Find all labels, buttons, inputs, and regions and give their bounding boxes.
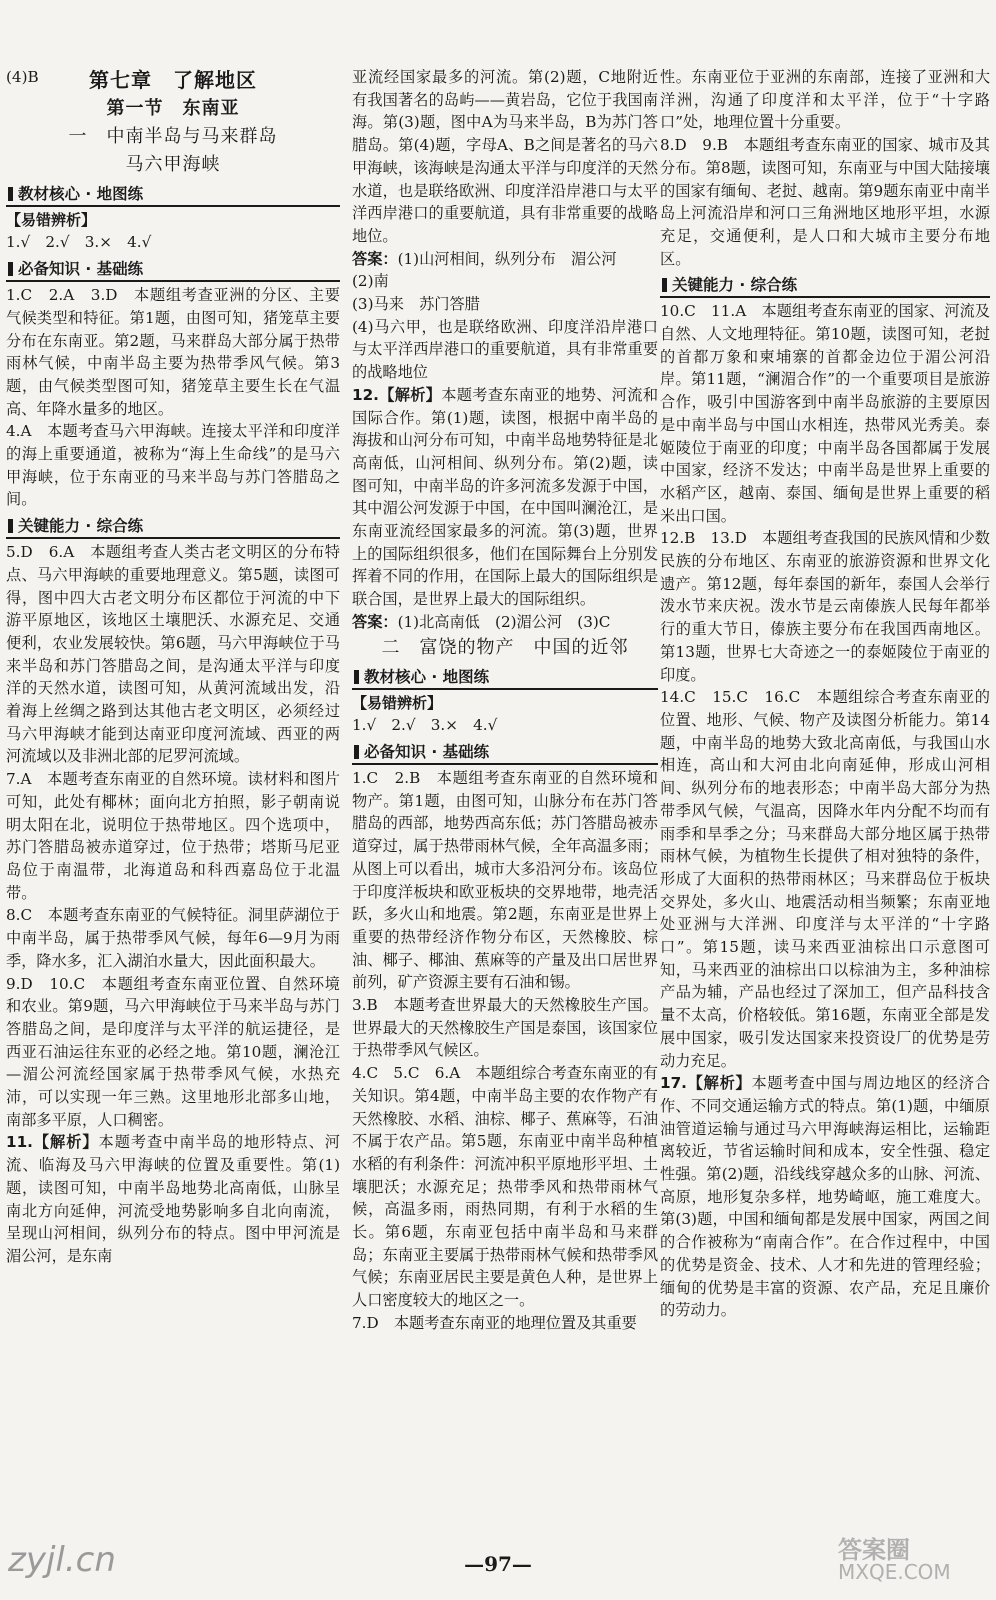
answer-paragraph: 性。东南亚位于亚洲的东南部，连接了亚洲和大洋洲，沟通了印度洋和太平洋，位于“十字路口”处，地理位置十分重要。 [660, 68, 990, 132]
answer-paragraph: 3.B 本题考查世界最大的天然橡胶生产国。世界最大的天然橡胶生产国是泰国，该国家位于热带季风气候区。 [352, 996, 658, 1060]
subsection-title-2: 马六甲海峡 [125, 153, 221, 175]
analysis-tag: 11.【解析】 [6, 1133, 99, 1152]
answer-line: (3)马来 苏门答腊 [352, 295, 480, 314]
middle-column [352, 66, 658, 1335]
answer-paragraph [6, 1131, 340, 1267]
analysis-text: 本题考查中南半岛的地形特点、河流、临海及马六甲海峡的位置及重要性。第(1)题，读图可知，中南半岛地势北高南低，山脉呈南北方向延伸，河流受地势影响多自北向南流，呈现山河相间，纵列分布的特点。图中甲河流是湄公河，是东南 [6, 1133, 340, 1265]
chapter-title: 第七章 了解地区 [89, 67, 257, 92]
answer-line: (2)南 [352, 272, 389, 291]
answer-paragraph: 亚流经国家最多的河流。第(2)题，C地附近有我国著名的岛屿——黄岩岛，它位于我国南海。第(3)题，图中A为马来半岛，B为苏门答腊岛。第(4)题，字母A、B之间是著名的马六甲海峡，该海峡是沟通太平洋与印度洋的天然水道，也是联络欧洲、印度洋沿岸港口与太平洋西岸港口的重要航道，具有非常重要的战略地位。 [352, 68, 658, 245]
answer-paragraph [352, 384, 658, 611]
answer-value: (1)山河相间，纵列分布 湄公河 [397, 249, 617, 268]
answer-paragraph: 7.A 本题考查东南亚的自然环境。读材料和图片可知，此处有椰林；面向北方拍照，影子朝南说明太阳在北，说明位于热带地区。四个选项中，苏门答腊岛被赤道穿过，位于热带；塔斯马尼亚岛位于南温带，北海道岛和科西嘉岛位于北温带。 [6, 770, 340, 902]
analysis-tag: 12.【解析】 [352, 385, 442, 404]
error-analysis-tag: 【易错辨析】 [6, 210, 97, 229]
answer-paragraph: 4.C 5.C 6.A 本题组综合考查东南亚的有关知识。第4题，中南半岛主要的农作物产有天然橡胶、水稻、油棕、椰子、蕉麻等，石油不属于农产品。第5题，东南亚中南半岛种植水稻的有利条件：河流冲积平原地形平坦、土壤肥沃；水源充足；热带季风和热带雨林气候，高温多雨，雨热同期，有利于水稻的生长。第6题，东南亚包括中南半岛和马来群岛；东南亚主要属于热带雨林气候和热带季风气候；东南亚居民主要是黄色人种，是世界上人口密度较大的地区之一。 [352, 1064, 658, 1310]
answer-line: (4)马六甲，也是联络欧洲、印度洋沿岸港口与太平洋西岸港口的重要航道，具有非常重要的战略地位 [352, 317, 658, 382]
answer-label: 答案： [352, 612, 398, 631]
watermark-left: zyjl.cn [8, 1540, 116, 1580]
answer-paragraph: 8.D 9.B 本题组考查东南亚的国家、城市及其分布。第8题，读图可知，东南亚与中国大陆接壤的国家有缅甸、老挝、越南。第9题东南亚中南半岛上河流沿岸和河口三角洲地区地形平坦，水源充足，交通便利，是人口和大城市主要分布地区。 [660, 136, 990, 268]
section-bar-basic: 必备知识 · 基础练 [352, 741, 658, 765]
right-column [660, 66, 990, 1322]
answer-paragraph: 14.C 15.C 16.C 本题组综合考查东南亚的位置、地形、气候、物产及读图分析能力。第14题，中南半岛的地势大致北高南低，与我国山水相连，高山和大河由北向南延伸，形成山河相间、纵列分布的地表形态；中南半岛大部分为热带季风气候，气温高，因降水年内分配不均而有雨季和旱季之分；马来群岛大部分地区属于热带雨林气候，为植物生长提供了相对独特的条件，形成了大面积的热带雨林区；马来群岛位于板块交界处，多火山、地震活动相当频繁；东南亚地处亚洲与大洋洲、印度洋与太平洋的“十字路口”。第15题，读马来西亚油棕出口示意图可知，马来西亚的油棕出口以棕油为主，多种油棕产品为辅，产品也经过了深加工，但产品科技含量不太高，价格较低。第16题，东南亚全部是发展中国家，吸引发达国家来投资设厂的优势是劳动力充足。 [660, 688, 990, 1070]
answer-paragraph: 5.D 6.A 本题组考查人类古老文明区的分布特点、马六甲海峡的重要地理意义。第5题，读图可得，图中四大古老文明分布区都位于河流的中下游平原地区，该地区土壤肥沃、水源充足、交通便利，农业发展较快。第6题，马六甲海峡位于马来半岛和苏门答腊岛之间，是沟通太平洋与印度洋的天然水道，读图可知，从黄河流域出发，沿着海上丝绸之路到达其他古老文明区，必须经过马六甲海峡才能到达南亚印度河流域、西亚的两河流域以及非洲北部的尼罗河流域。 [6, 543, 340, 766]
answer-paragraph: 9.D 10.C 本题组考查东南亚位置、自然环境和农业。第9题，马六甲海峡位于马来半岛与苏门答腊岛之间，是印度洋与太平洋的航运捷径，是西亚石油运往东亚的必经之地。第10题，澜沧江—湄公河流经国家属于热带季风气候，水热充沛，可以实现一年三熟。这里地形北部多山地，南部多平原，人口稠密。 [6, 974, 340, 1129]
answer-label: 答案： [352, 249, 398, 268]
section-bar-basic: 必备知识 · 基础练 [6, 258, 340, 282]
answer-paragraph: 4.A 本题考查马六甲海峡。连接太平洋和印度洋的海上重要通道，被称为“海上生命线”的是马六甲海峡，位于东南亚的马来半岛与苏门答腊岛之间。 [6, 422, 340, 509]
answer-paragraph: 1.C 2.A 3.D 本题组考查亚洲的分区、主要气候类型和特征。第1题，由图可知，猪笼草主要分布在东南亚。第2题，马来群岛大部分属于热带雨林气候，中南半岛主要为热带季风气候。第3题，由气候类型图可知，猪笼草主要生长在气温高、年降水量多的地区。 [6, 286, 340, 418]
answers-line: 1.√ 2.√ 3.× 4.√ [6, 233, 152, 252]
subsection-title: 二 富饶的物产 中国的近邻 [381, 636, 629, 658]
answer-paragraph: 10.C 11.A 本题组考查东南亚的国家、河流及自然、人文地理特征。第10题，读图可知，老挝的首都万象和柬埔寨的首都金边位于湄公河沿岸。第11题，“澜湄合作”的一个重要项目是旅游合作，吸引中国游客到中南半岛旅游的主要原因是中南半岛与中国山水相连，热带风光秀美。泰姬陵位于南亚的印度；中南半岛各国都属于发展中国家，经济不发达；中南半岛是世界上重要的水稻产区，越南、泰国、缅甸是世界上重要的稻米出口国。 [660, 302, 990, 525]
answer-paragraph [660, 1072, 990, 1322]
left-column [6, 66, 340, 1268]
answer-paragraph: 8.C 本题考查东南亚的气候特征。洞里萨湖位于中南半岛，属于热带季风气候，每年6—9月为雨季，降水多，汇入湖泊水量大，因此面积最大。 [6, 906, 340, 970]
answer-line [352, 611, 658, 634]
subsection-title: 一 中南半岛与马来群岛 [68, 125, 278, 147]
answer-paragraph: 1.C 2.B 本题组考查东南亚的自然环境和物产。第1题，由图可知，山脉分布在苏门答腊岛的西部，地势西高东低；苏门答腊岛被赤道穿过，属于热带雨林气候，全年高温多雨；从图上可以看出，城市大多沿河分布。该岛位于印度洋板块和欧亚板块的交界地带，地壳活跃，多火山和地震。第2题，东南亚是世界上重要的热带经济作物分布区，天然橡胶、棕油、椰子、椰油、蕉麻等的产量及出口居世界前列，矿产资源主要有石油和锡。 [352, 768, 658, 992]
section-bar-comprehensive: 关键能力 · 综合练 [6, 515, 340, 539]
watermark-right: 答案圈 [838, 1536, 910, 1564]
section-bar-comprehensive: 关键能力 · 综合练 [660, 274, 990, 298]
page-number: —97— [464, 1552, 532, 1576]
error-analysis-tag: 【易错辨析】 [352, 693, 443, 712]
section-title: 第一节 东南亚 [106, 97, 240, 119]
watermark-right-url: MXQE.COM [838, 1560, 951, 1584]
analysis-text: 本题考查东南亚的地势、河流和国际合作。第(1)题，读图，根据中南半岛的海拔和山河分布可知，中南半岛地势特征是北高南低，山河相间、纵列分布。第(2)题，读图可知，中南半岛的许多河流多发源于中国，其中湄公河发源于中国，在中国叫澜沧江，是东南亚流经国家最多的河流。第(3)题，世界上的国际组织很多，他们在国际舞台上分别发挥着不同的作用，在国际上最大的国际组织是联合国，是世界上最大的国际组织。 [352, 385, 659, 609]
analysis-text: 本题考查中国与周边地区的经济合作、不同交通运输方式的特点。第(1)题，中缅原油管道运输与通过马六甲海峡海运相比，运输距离较近，节省运输时间和成本，安全性强、稳定性强。第(2)题，沿线线穿越众多的山脉、河流、高原，地形复杂多样，地势崎岖，施工难度大。第(3)题，中国和缅甸都是发展中国家，两国之间的合作被称为“南南合作”。在合作过程中，中国的优势是资金、技术、人才和先进的管理经验；缅甸的优势是丰富的资源、农产品，充足且廉价的劳动力。 [660, 1074, 991, 1320]
top-answer: (4)B [6, 68, 39, 86]
answer-paragraph: 7.D 本题考查东南亚的地理位置及其重要 [352, 1313, 637, 1332]
section-bar-textbook: 教材核心 · 地图练 [6, 183, 340, 207]
analysis-tag: 17.【解析】 [660, 1074, 752, 1093]
section-bar-textbook: 教材核心 · 地图练 [352, 666, 658, 690]
answer-value: (1)北高南低 (2)湄公河 (3)C [397, 612, 611, 631]
answers-line: 1.√ 2.√ 3.× 4.√ [352, 716, 498, 735]
answer-line [352, 248, 658, 271]
answer-paragraph: 12.B 13.D 本题组考查我国的民族风情和少数民族的分布地区、东南亚的旅游资源和世界文化遗产。第12题，每年泰国的新年，泰国人会举行泼水节来庆祝。泼水节是云南傣族人民每年都举行的重大节日，傣族主要分布在我国西南地区。第13题，世界七大奇迹之一的泰姬陵位于南亚的印度。 [660, 529, 990, 684]
